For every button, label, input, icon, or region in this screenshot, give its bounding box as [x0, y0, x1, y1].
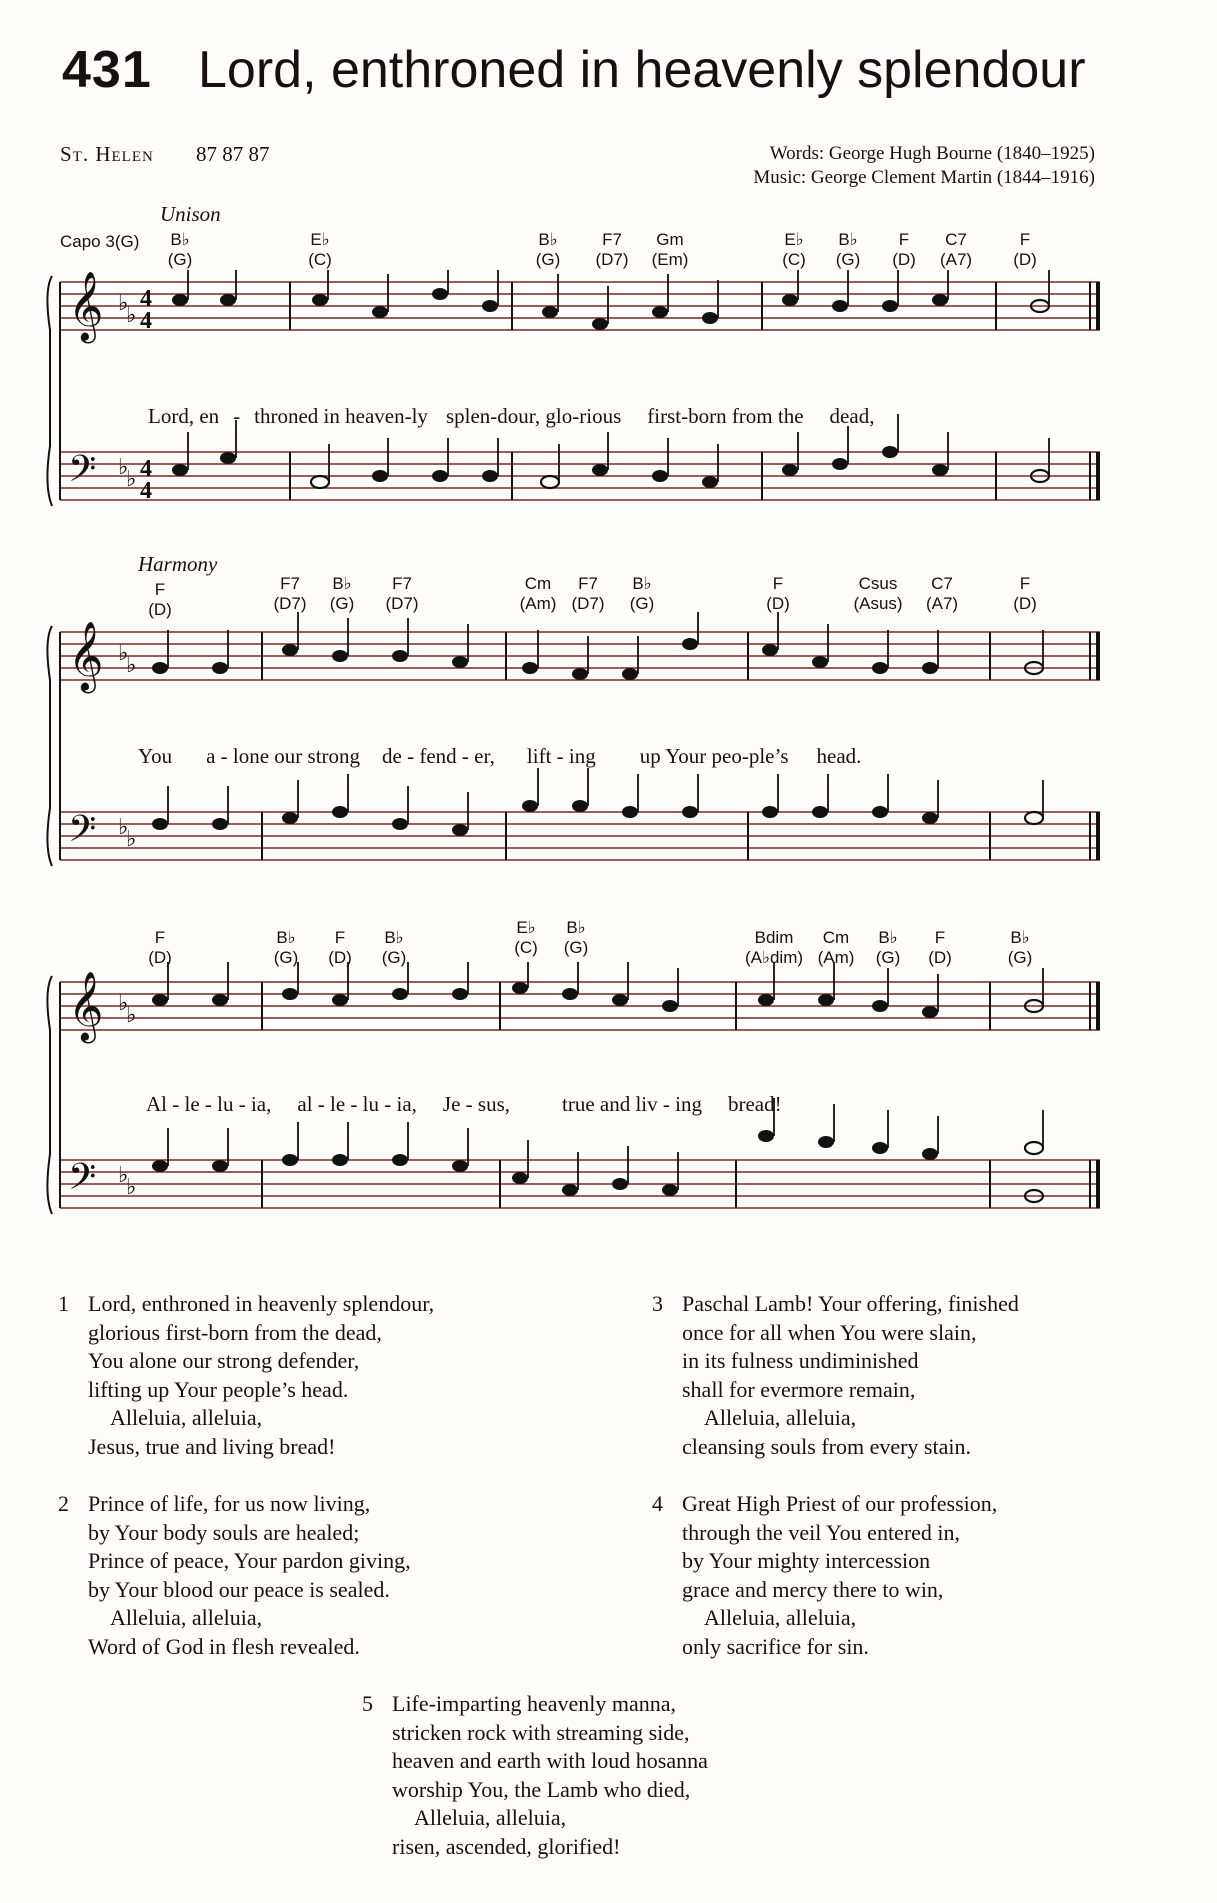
- lyric-syllables: Je - sus,: [442, 1092, 510, 1116]
- svg-text:♭: ♭: [118, 990, 129, 1015]
- lyric-syllables: You: [138, 744, 173, 768]
- chord-symbol: F (D): [766, 574, 790, 613]
- verse-line: by Your body souls are healed;: [88, 1519, 360, 1545]
- verse-number: 4: [652, 1491, 663, 1516]
- svg-text:♭: ♭: [118, 1162, 129, 1187]
- chord-symbol: B♭ (G): [167, 230, 193, 269]
- lyric-syllables: Lord, en: [148, 404, 220, 428]
- verse-line: Lord, enthroned in heavenly splendour,: [88, 1291, 435, 1316]
- verse-line: glorious first-born from the dead,: [88, 1319, 382, 1345]
- verse-line: risen, ascended, glorified!: [392, 1833, 621, 1859]
- chord-symbol: F7 (D7): [385, 574, 419, 613]
- verse-line: You alone our strong defender,: [88, 1348, 360, 1373]
- chord-symbol: B♭ (G): [273, 928, 299, 967]
- verse-line: worship You, the Lamb who died,: [392, 1776, 691, 1802]
- tune-name: St. Helen: [60, 142, 154, 166]
- chord-symbol: F (D): [1013, 574, 1037, 613]
- svg-text:♭: ♭: [126, 1002, 137, 1027]
- hymn-number: 431: [62, 41, 152, 99]
- lyric-syllables: splen-dour, glo-rious: [445, 404, 622, 428]
- svg-text:♭: ♭: [118, 454, 129, 479]
- svg-text:4: 4: [140, 286, 152, 312]
- chord-symbol: B♭ (G): [563, 918, 589, 957]
- verse-line: once for all when You were slain,: [682, 1319, 977, 1345]
- verse-refrain: Alleluia, alleluia,: [110, 1405, 263, 1430]
- svg-text:♭: ♭: [126, 1174, 137, 1199]
- chord-symbol: Cm (Am): [519, 574, 557, 613]
- lyric-line-2: [138, 744, 861, 769]
- chord-symbol: F7 (D7): [595, 230, 629, 269]
- verse-1: [58, 1290, 435, 1461]
- lyric-syllables: lift - ing: [526, 744, 596, 768]
- chord-symbol: F (D): [148, 928, 172, 967]
- svg-text:♭: ♭: [126, 826, 137, 851]
- verse-refrain: Alleluia, alleluia,: [110, 1605, 263, 1630]
- svg-text:4: 4: [140, 308, 152, 334]
- chord-symbol: F7 (D7): [273, 574, 307, 613]
- music-credit: Music: George Clement Martin (1844–1916): [753, 167, 1095, 188]
- svg-text:4: 4: [140, 478, 152, 504]
- chord-symbol: E♭ (C): [308, 230, 332, 269]
- capo-marking: Capo 3(G): [60, 232, 140, 251]
- chord-symbol: B♭ (G): [835, 230, 861, 269]
- verse-number: 5: [362, 1691, 373, 1716]
- lyric-syllables: true and liv - ing: [562, 1092, 702, 1116]
- svg-text:♭: ♭: [118, 814, 129, 839]
- lyric-syllables: al - le - lu - ia,: [297, 1092, 417, 1116]
- verse-line: by Your blood our peace is sealed.: [88, 1576, 390, 1602]
- chord-symbol: F (D): [328, 928, 352, 967]
- verse-line: Paschal Lamb! Your offering, finished: [682, 1291, 1019, 1316]
- chord-symbol: Gm (Em): [651, 230, 689, 269]
- chord-symbol: B♭ (G): [875, 928, 901, 967]
- verse-line: cleansing souls from every stain.: [682, 1433, 971, 1459]
- verse-line: Word of God in flesh revealed.: [88, 1633, 360, 1659]
- verse-line: heaven and earth with loud hosanna: [392, 1748, 708, 1773]
- verse-refrain: Alleluia, alleluia,: [704, 1405, 857, 1430]
- direction-harmony: Harmony: [138, 552, 218, 576]
- lyric-syllables: -: [233, 404, 241, 428]
- chord-symbol: F7 (D7): [571, 574, 605, 613]
- verse-number: 3: [652, 1291, 663, 1316]
- chord-symbol: E♭ (C): [514, 918, 538, 957]
- svg-text:♭: ♭: [126, 466, 137, 491]
- svg-text:𝄢: 𝄢: [68, 808, 97, 859]
- verse-line: grace and mercy there to win,: [682, 1576, 944, 1602]
- lyric-syllables: up Your peo-ple’s: [639, 744, 789, 768]
- svg-text:♭: ♭: [118, 640, 129, 665]
- lyric-syllables: de - fend - er,: [382, 744, 495, 768]
- chord-symbol: F (D): [1013, 230, 1037, 269]
- svg-text:𝄞: 𝄞: [68, 271, 104, 341]
- verse-number: 2: [58, 1491, 69, 1516]
- chord-symbol: B♭ (G): [381, 928, 407, 967]
- verse-line: shall for evermore remain,: [682, 1376, 916, 1402]
- lyric-syllables: head.: [816, 744, 862, 768]
- verse-line: Great High Priest of our profession,: [682, 1491, 998, 1516]
- verse-line: only sacrifice for sin.: [682, 1633, 869, 1659]
- tune-meter: 87 87 87: [196, 142, 270, 166]
- svg-text:𝄢: 𝄢: [68, 448, 97, 499]
- chord-symbol: B♭ (G): [1007, 928, 1033, 967]
- verse-line: Life-imparting heavenly manna,: [392, 1691, 677, 1716]
- verse-line: in its fulness undiminished: [682, 1348, 919, 1373]
- verse-2: [58, 1490, 411, 1661]
- verse-3: [652, 1290, 1019, 1461]
- verse-line: stricken rock with streaming side,: [392, 1719, 690, 1745]
- verse-5: [362, 1690, 708, 1861]
- chord-symbol: B♭ (G): [329, 574, 355, 613]
- hymn-title: Lord, enthroned in heavenly splendour: [198, 41, 1086, 99]
- chord-symbol: C7 (A7): [925, 574, 959, 613]
- verse-line: Jesus, true and living bread!: [88, 1433, 336, 1459]
- lyric-syllables: throned in heaven-ly: [254, 404, 428, 428]
- chord-symbol: Csus (Asus): [853, 574, 903, 613]
- svg-text:4: 4: [140, 456, 152, 482]
- verse-number: 1: [58, 1291, 69, 1316]
- lyric-syllables: first-born from the: [647, 404, 804, 428]
- verse-line: through the veil You entered in,: [682, 1519, 961, 1545]
- chord-symbol: F (D): [928, 928, 952, 967]
- chord-symbol: B♭ (G): [535, 230, 561, 269]
- chord-symbol: Cm (Am): [817, 928, 855, 967]
- svg-text:♭: ♭: [126, 302, 137, 327]
- chord-symbol: Bdim (A♭dim): [744, 928, 804, 967]
- chord-symbol: F (D): [892, 230, 916, 269]
- svg-text:♭: ♭: [118, 290, 129, 315]
- words-credit: Words: George Hugh Bourne (1840–1925): [769, 143, 1095, 164]
- svg-text:𝄞: 𝄞: [68, 971, 104, 1041]
- lyric-line-1: [148, 404, 874, 429]
- chord-symbol: C7 (A7): [939, 230, 973, 269]
- verse-4: [652, 1490, 998, 1661]
- chord-symbol: F (D): [148, 580, 172, 619]
- direction-unison: Unison: [160, 202, 221, 226]
- lyric-syllables: bread!: [727, 1092, 782, 1116]
- verse-line: Prince of life, for us now living,: [88, 1491, 371, 1516]
- verse-line: lifting up Your people’s head.: [88, 1376, 349, 1402]
- verse-line: by Your mighty intercession: [682, 1548, 931, 1573]
- lyric-line-3: [146, 1092, 782, 1117]
- music-system-1: [0, 270, 1217, 530]
- lyric-syllables: Al - le - lu - ia,: [146, 1092, 272, 1116]
- verse-refrain: Alleluia, alleluia,: [704, 1605, 857, 1630]
- svg-text:𝄢: 𝄢: [68, 1156, 97, 1207]
- verse-refrain: Alleluia, alleluia,: [414, 1805, 567, 1830]
- credits: [753, 142, 1095, 190]
- lyric-syllables: dead,: [829, 404, 875, 428]
- chord-symbol: E♭ (C): [782, 230, 806, 269]
- chord-symbol: B♭ (G): [629, 574, 655, 613]
- lyric-syllables: a - lone our strong: [206, 744, 361, 768]
- svg-text:𝄞: 𝄞: [68, 621, 104, 691]
- svg-text:♭: ♭: [126, 652, 137, 677]
- verse-line: Prince of peace, Your pardon giving,: [88, 1548, 411, 1573]
